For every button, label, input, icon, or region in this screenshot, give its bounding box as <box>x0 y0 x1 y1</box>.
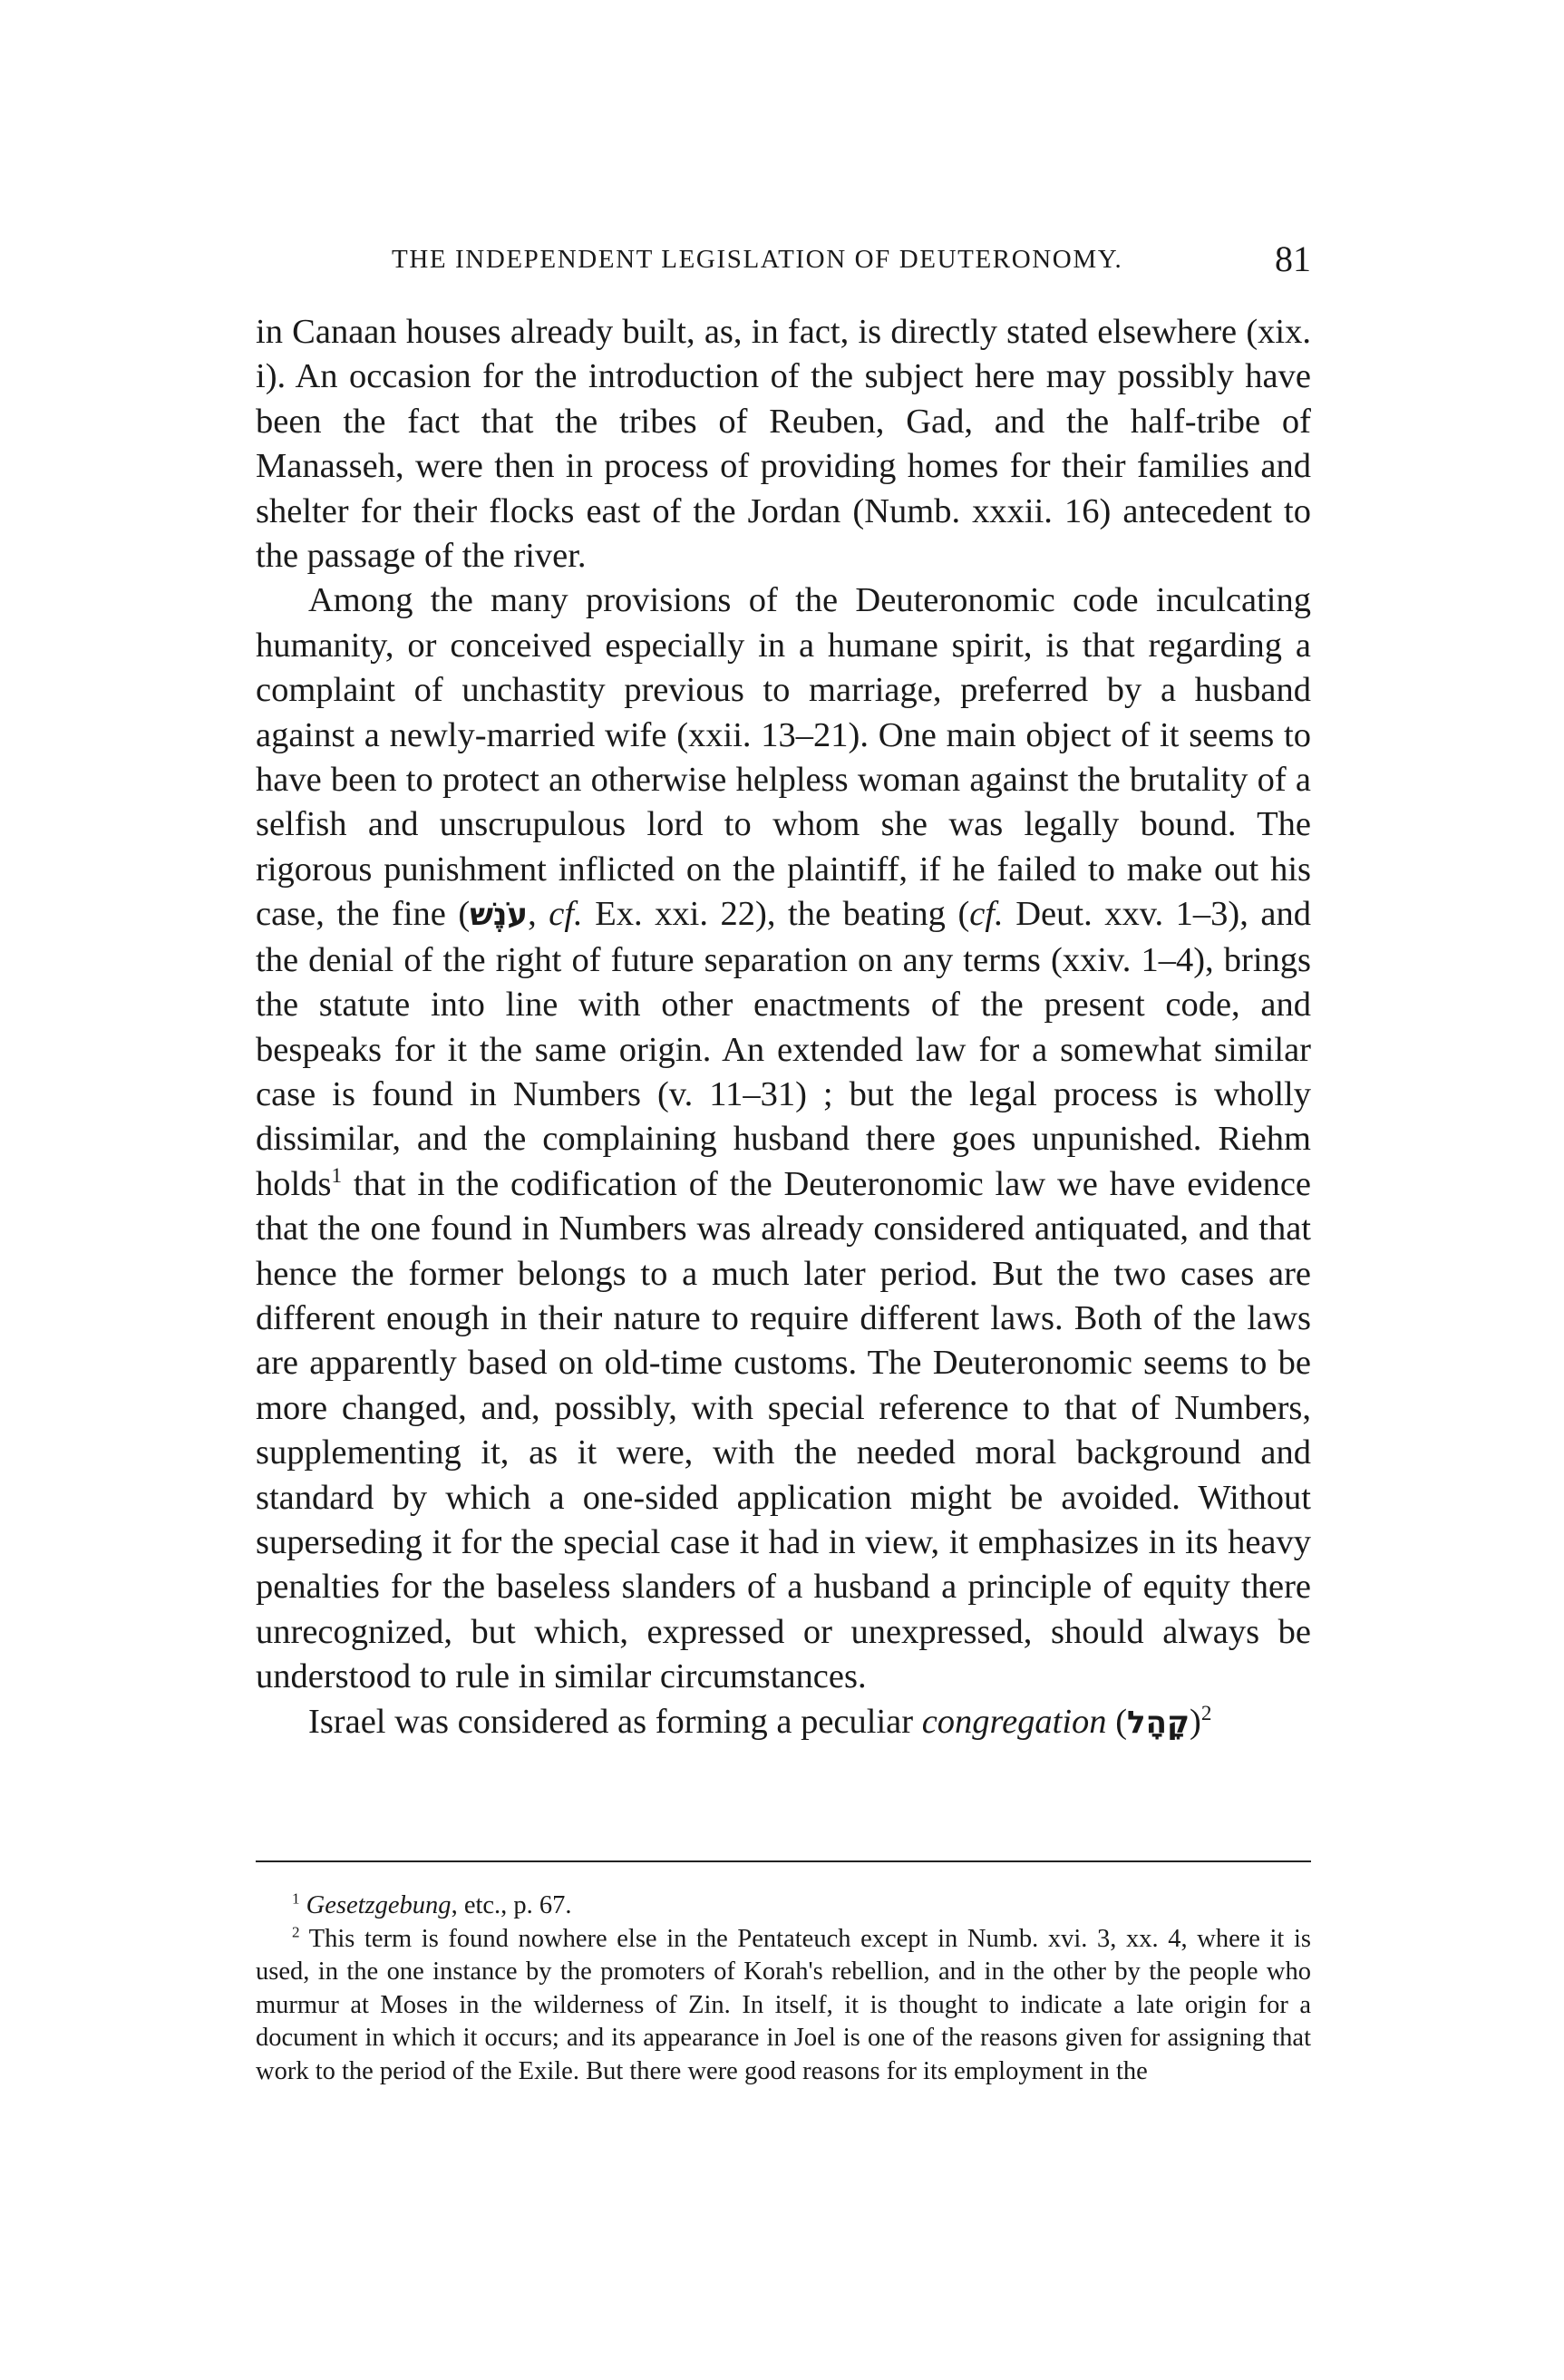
paragraph-2-text-b: , <box>528 895 549 934</box>
hebrew-word-qahal: קָהָל <box>1127 1704 1190 1741</box>
page-number: 81 <box>1275 238 1311 279</box>
paragraph-1-text: in Canaan houses already built, as, in fact, is directly stated elsewhere (xix. i). An occasion for the introduction of the subject here may possibly have been the fact that the tribes of Reuben, Gad, and the half-tribe of Manasseh, were then in process of providing homes for their families and shelter for their flocks east of the Jordan (Numb. xxxii. 16) antecedent to the passage of the river. <box>256 313 1311 576</box>
paragraph-2 <box>256 578 1311 1699</box>
paragraph-2-text-d: Deut. xxv. 1–3), and the denial of the right of future separation on any terms (xxiv. 1–4), brings the statute into line with other enactments of the present code, and bespeaks for it the same origin. An extended law for a somewhat similar case is found in Numbers (v. 11–31) ; but the legal process is wholly dissimilar, and the complaining husband there goes unpunished. Riehm holds <box>256 895 1311 1203</box>
footnote-divider <box>256 1860 1311 1862</box>
footnote-1-rest: , etc., p. 67. <box>451 1891 572 1919</box>
footnote-ref-2[interactable]: 2 <box>1200 1700 1212 1724</box>
paragraph-3-text-a: Israel was considered as forming a peculiar <box>308 1702 922 1741</box>
footnotes <box>256 1889 1311 2089</box>
paragraph-3 <box>256 1700 1311 1745</box>
footnote-ref-1[interactable]: 1 <box>331 1162 342 1187</box>
paragraph-2-text-e: that in the codification of the Deuteronomic law we have evidence that the one found in Numbers was already considered antiquated, and that hence the former belongs to a much later period. But the two cases are different enough in their nature to require different laws. Both of the laws are apparently based on old-time customs. The Deuteronomic seems to be more changed, and, possibly, with special reference to that of Numbers, supplementing it, as it were, with the needed moral background and standard by which a one-sided application might be avoided. Without superseding it for the special case it had in view, it emphasizes in its heavy penalties for the baseless slanders of a husband a principle of equity there unrecognized, but which, expressed or unexpressed, should always be understood to rule in similar circumstances. <box>256 1164 1311 1696</box>
italic-congregation: congregation <box>921 1702 1107 1741</box>
paragraph-2-text-c: Ex. xxi. 22), the beating ( <box>582 895 970 934</box>
footnote-1-number: 1 <box>292 1889 300 1908</box>
footnote-2-number: 2 <box>292 1923 300 1941</box>
cf-abbreviation: cf. <box>549 895 583 934</box>
footnote-1 <box>256 1889 1311 1923</box>
paragraph-3-text-c: ) <box>1189 1702 1201 1741</box>
running-title: THE INDEPENDENT LEGISLATION OF DEUTERONOMY. <box>392 245 1123 274</box>
footnote-2 <box>256 1923 1311 2089</box>
paragraph-1 <box>256 310 1311 578</box>
main-text <box>256 310 1311 1745</box>
paragraph-3-text-b: ( <box>1106 1702 1128 1741</box>
footnote-2-text: This term is found nowhere else in the Pentateuch except in Numb. xvi. 3, xx. 4, where it is used, in the one instance by the promoters of Korah's rebellion, and in the other by the people who murmur at Moses in the wilderness of Zin. In itself, it is thought to indicate a late origin for a document in which it occurs; and its appearance in Joel is one of the reasons given for assigning that work to the period of the Exile. But there were good reasons for its employment in the <box>256 1924 1311 2085</box>
paragraph-2-text-a: Among the many provisions of the Deuteronomic code inculcating humanity, or conceived especially in a humane spirit, is that regarding a complaint of unchastity previous to marriage, preferred by a husband against a newly-married wife (xxii. 13–21). One main object of it seems to have been to protect an otherwise helpless woman against the brutality of a selfish and unscrupulous lord to whom she was legally bound. The rigorous punishment inflicted on the plaintiff, if he failed to make out his case, the fine ( <box>256 581 1311 934</box>
cf-abbreviation: cf. <box>969 895 1004 934</box>
page-header <box>256 238 1311 281</box>
footnote-1-title: Gesetzgebung <box>306 1891 452 1919</box>
hebrew-word-fine: עֹנֶשׁ <box>470 897 529 934</box>
